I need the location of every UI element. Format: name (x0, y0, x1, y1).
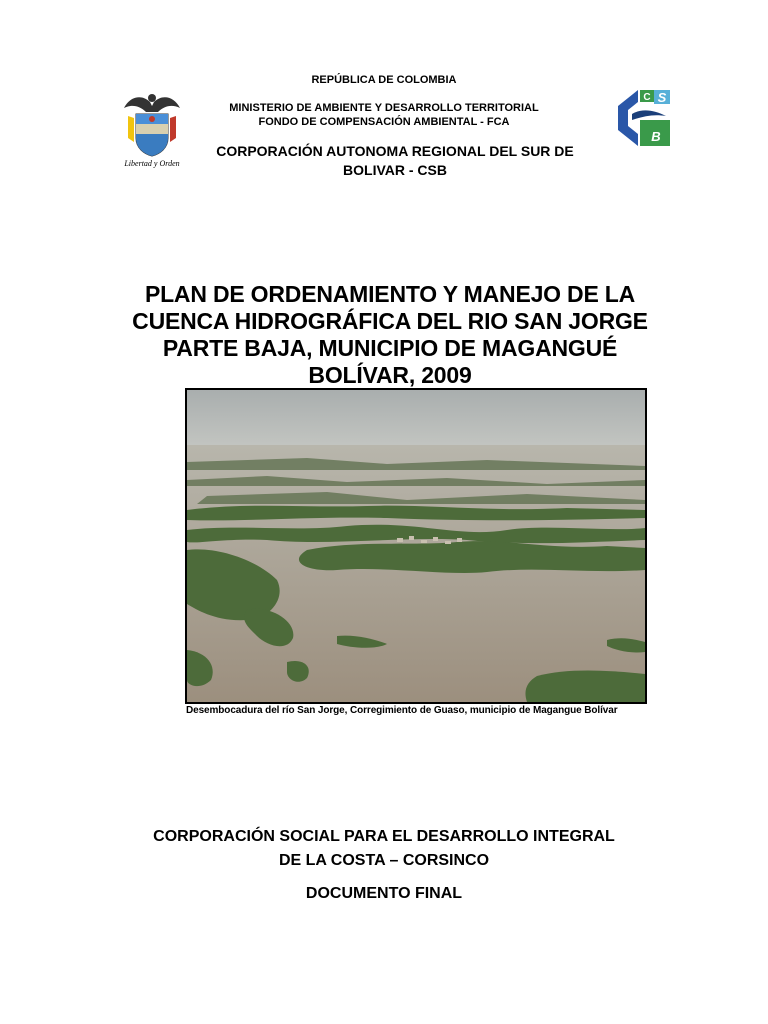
document-title (130, 281, 650, 389)
csb-letter-c: C (643, 92, 651, 103)
csb-letter-s: S (657, 90, 667, 105)
documento-final-label: DOCUMENTO FINAL (305, 885, 463, 902)
ministerio-text: MINISTERIO DE AMBIENTE Y DESARROLLO TERRITORIAL (229, 102, 539, 114)
corporacion-line-2: BOLIVAR - CSB (343, 162, 447, 178)
corsinco-line-1: CORPORACIÓN SOCIAL PARA EL DESARROLLO INTEGRAL (153, 828, 615, 845)
corporacion-line-1: CORPORACIÓN AUTONOMA REGIONAL DEL SUR DE (216, 143, 574, 159)
republica-heading: REPÚBLICA DE COLOMBIA (311, 74, 457, 86)
csb-letter-b: B (651, 129, 661, 144)
title-line-4: BOLÍVAR, 2009 (308, 362, 472, 388)
title-line-1: PLAN DE ORDENAMIENTO Y MANEJO DE LA (144, 281, 636, 307)
corsinco-line-2: DE LA COSTA – CORSINCO (278, 852, 490, 869)
title-line-2: CUENCA HIDROGRÁFICA DEL RIO SAN JORGE (132, 308, 648, 334)
fondo-text: FONDO DE COMPENSACIÓN AMBIENTAL - FCA (258, 116, 510, 128)
corporacion-heading (180, 142, 610, 180)
photo-caption: Desembocadura del río San Jorge, Corregimiento de Guaso, municipio de Magangue Bolívar (186, 705, 618, 716)
aerial-photo (185, 388, 647, 704)
corsinco-heading (0, 825, 768, 873)
seal-motto: Libertad y Orden (124, 159, 180, 168)
ministerio-block (0, 101, 768, 129)
title-line-3: PARTE BAJA, MUNICIPIO DE MAGANGUÉ (162, 335, 618, 361)
